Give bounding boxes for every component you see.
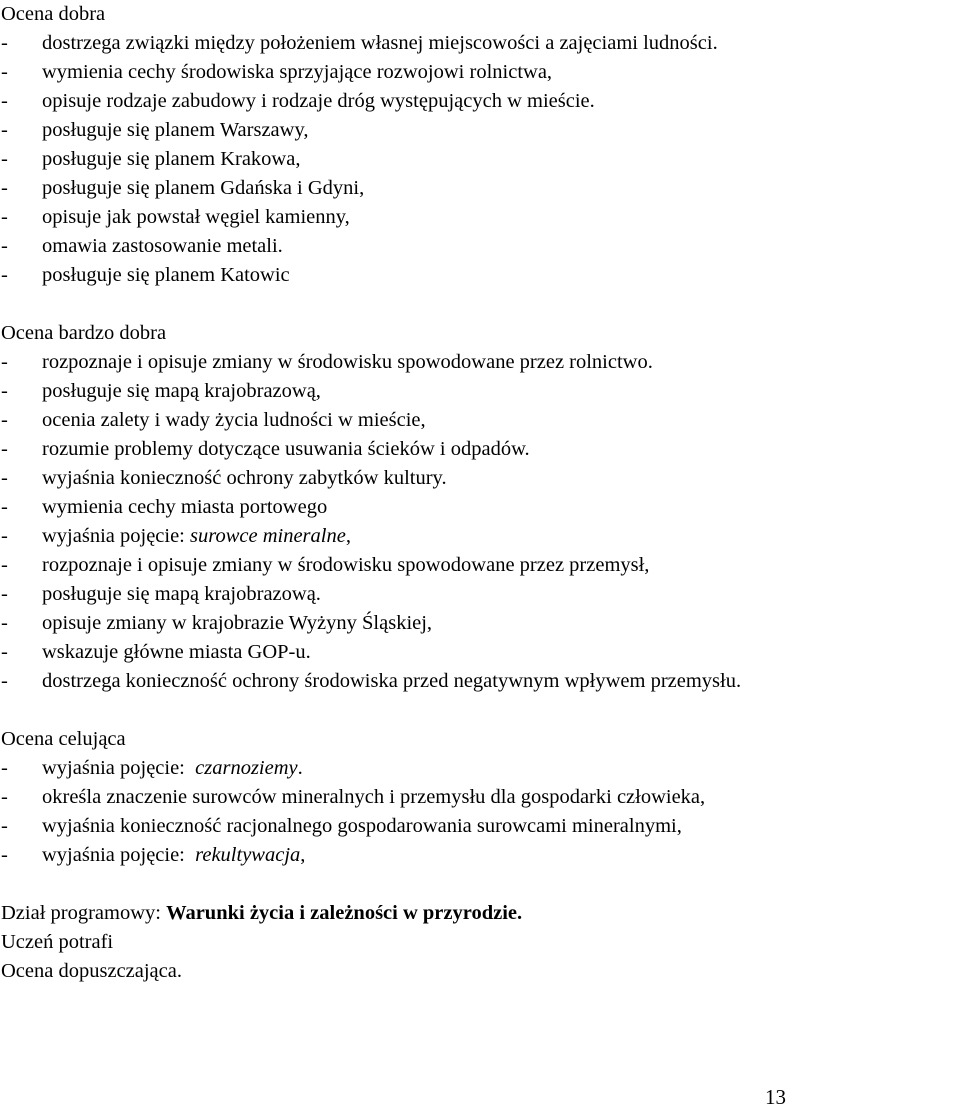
section-ocena-celujaca <box>1 725 959 870</box>
list-item-prefix: wyjaśnia pojęcie: <box>42 525 191 547</box>
list-item <box>1 232 959 261</box>
list-item-suffix: . <box>297 757 303 779</box>
bullet-dash: - <box>1 264 8 286</box>
list-item-text: wymienia cechy środowiska sprzyjające rozwojowi rolnictwa, <box>42 61 553 83</box>
list-item <box>1 638 959 667</box>
list-item-text: wymienia cechy miasta portowego <box>42 496 328 518</box>
list-item <box>1 754 959 783</box>
list-item <box>1 464 959 493</box>
list-item-text: wyjaśnia konieczność ochrony zabytków kultury. <box>42 467 447 489</box>
bullet-dash: - <box>1 670 8 692</box>
list-item-text: opisuje zmiany w krajobrazie Wyżyny Śląskiej, <box>42 612 433 634</box>
list-item <box>1 841 959 870</box>
bullet-dash: - <box>1 235 8 257</box>
list-item-text: posługuje się planem Krakowa, <box>42 148 301 170</box>
bullet-dash: - <box>1 786 8 808</box>
bullet-dash: - <box>1 409 8 431</box>
dzial-label: Dział programowy: <box>1 902 167 924</box>
blank-line <box>1 290 959 319</box>
list-item <box>1 667 959 696</box>
list-item-text: wyjaśnia konieczność racjonalnego gospodarowania surowcami mineralnymi, <box>42 815 682 837</box>
list-item-text: omawia zastosowanie metali. <box>42 235 283 257</box>
term-italic: surowce mineralne <box>190 525 346 547</box>
list-item <box>1 783 959 812</box>
list-item-text: posługuje się planem Warszawy, <box>42 119 309 141</box>
list-item <box>1 609 959 638</box>
section-ocena-dobra <box>1 0 959 290</box>
term-italic: rekultywacja <box>195 844 301 866</box>
list-item <box>1 145 959 174</box>
uczen-potrafi: Uczeń potrafi <box>1 931 114 953</box>
section-ocena-bardzo-dobra <box>1 319 959 696</box>
document-page <box>1 0 959 986</box>
list-item <box>1 203 959 232</box>
bullet-dash: - <box>1 32 8 54</box>
bullet-dash: - <box>1 380 8 402</box>
list-item <box>1 261 959 290</box>
list-item-text: rozumie problemy dotyczące usuwania ścieków i odpadów. <box>42 438 530 460</box>
bullet-dash: - <box>1 757 8 779</box>
list-item <box>1 406 959 435</box>
list-item <box>1 435 959 464</box>
page-number: 13 <box>765 1085 786 1109</box>
bullet-dash: - <box>1 351 8 373</box>
blank-line <box>1 696 959 725</box>
list-item-text: określa znaczenie surowców mineralnych i przemysłu dla gospodarki człowieka, <box>42 786 706 808</box>
bullet-dash: - <box>1 612 8 634</box>
list-item <box>1 493 959 522</box>
blank-line <box>1 870 959 899</box>
list-item-text: posługuje się planem Katowic <box>42 264 290 286</box>
bullet-dash: - <box>1 90 8 112</box>
bullet-dash: - <box>1 815 8 837</box>
list-item-text <box>42 754 303 783</box>
bullet-dash: - <box>1 438 8 460</box>
list-item <box>1 377 959 406</box>
list-item <box>1 29 959 58</box>
bullet-dash: - <box>1 206 8 228</box>
list-item <box>1 522 959 551</box>
list-item-text: opisuje rodzaje zabudowy i rodzaje dróg występujących w mieście. <box>42 90 595 112</box>
dzial-programowy <box>1 899 959 928</box>
list-item <box>1 174 959 203</box>
list-item <box>1 58 959 87</box>
bullet-dash: - <box>1 525 8 547</box>
bullet-dash: - <box>1 467 8 489</box>
list-item <box>1 812 959 841</box>
term-italic: czarnoziemy <box>195 757 298 779</box>
bullet-dash: - <box>1 844 8 866</box>
bullet-dash: - <box>1 641 8 663</box>
section-heading: Ocena celująca <box>1 728 126 750</box>
list-item-text: opisuje jak powstał węgiel kamienny, <box>42 206 350 228</box>
bullet-dash: - <box>1 148 8 170</box>
section-heading: Ocena dobra <box>1 3 106 25</box>
bullet-dash: - <box>1 61 8 83</box>
section-heading: Ocena bardzo dobra <box>1 322 167 344</box>
list-item-prefix: wyjaśnia pojęcie: <box>42 757 196 779</box>
list-item <box>1 580 959 609</box>
list-item-text: dostrzega konieczność ochrony środowiska przed negatywnym wpływem przemysłu. <box>42 670 742 692</box>
list-item-text: rozpoznaje i opisuje zmiany w środowisku spowodowane przez rolnictwo. <box>42 351 653 373</box>
dzial-title: Warunki życia i zależności w przyrodzie. <box>166 902 523 924</box>
bullet-dash: - <box>1 496 8 518</box>
bullet-dash: - <box>1 554 8 576</box>
list-item-text: rozpoznaje i opisuje zmiany w środowisku spowodowane przez przemysł, <box>42 554 650 576</box>
list-item-text <box>42 522 351 551</box>
list-item <box>1 348 959 377</box>
list-item <box>1 116 959 145</box>
list-item-suffix: , <box>345 525 351 547</box>
list-item <box>1 87 959 116</box>
bullet-dash: - <box>1 583 8 605</box>
list-item-text: posługuje się mapą krajobrazową, <box>42 380 321 402</box>
list-item-suffix: , <box>300 844 306 866</box>
list-item-prefix: wyjaśnia pojęcie: <box>42 844 196 866</box>
list-item-text: ocenia zalety i wady życia ludności w mieście, <box>42 409 426 431</box>
list-item-text: dostrzega związki między położeniem własnej miejscowości a zajęciami ludności. <box>42 32 718 54</box>
list-item-text: wskazuje główne miasta GOP-u. <box>42 641 311 663</box>
list-item-text: posługuje się mapą krajobrazową. <box>42 583 321 605</box>
list-item-text <box>42 841 305 870</box>
bullet-dash: - <box>1 119 8 141</box>
bullet-dash: - <box>1 177 8 199</box>
list-item-text: posługuje się planem Gdańska i Gdyni, <box>42 177 365 199</box>
list-item <box>1 551 959 580</box>
ocena-dopuszczajaca-heading: Ocena dopuszczająca. <box>1 960 182 982</box>
